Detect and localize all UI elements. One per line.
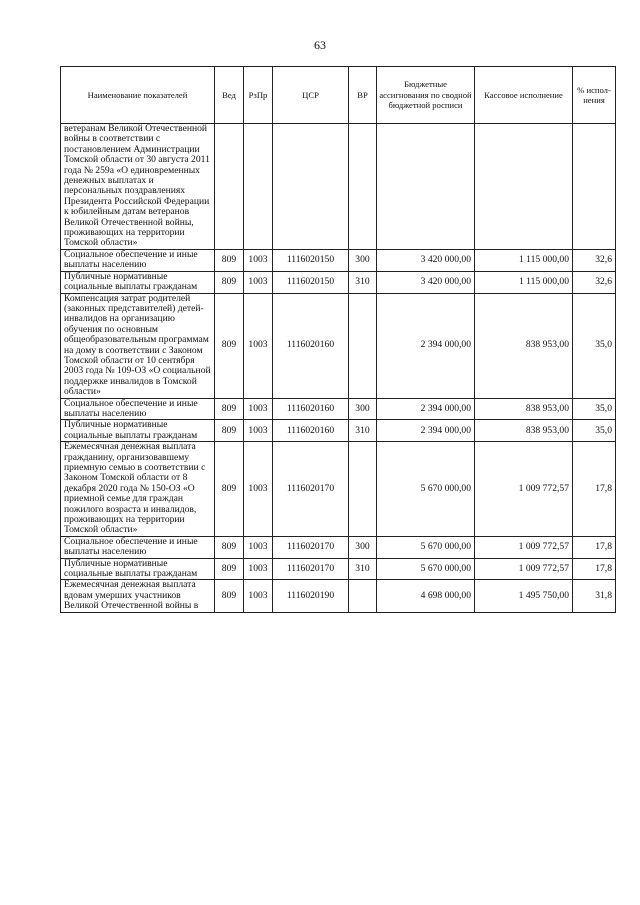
row-csr bbox=[273, 124, 349, 250]
row-percent: 35,0 bbox=[573, 398, 616, 420]
row-kassa: 1 009 772,57 bbox=[475, 536, 573, 558]
row-csr: 1116020150 bbox=[273, 249, 349, 271]
table-row bbox=[61, 293, 616, 398]
row-vr: 310 bbox=[349, 420, 377, 442]
table-row bbox=[61, 398, 616, 420]
table-header-row bbox=[61, 67, 616, 124]
row-budget bbox=[377, 124, 475, 250]
table-row bbox=[61, 580, 616, 612]
row-rzpr: 1003 bbox=[244, 442, 273, 537]
header-budget: Бюджетные ассигнования по сводной бюджетной росписи bbox=[377, 67, 475, 124]
row-budget: 3 420 000,00 bbox=[377, 249, 475, 271]
row-budget: 5 670 000,00 bbox=[377, 558, 475, 580]
row-percent: 17,8 bbox=[573, 536, 616, 558]
table-row bbox=[61, 124, 616, 250]
row-name: Ежемесячная денежная выплата вдовам умерших участников Великой Отечественной войны в bbox=[61, 580, 215, 612]
row-vr bbox=[349, 442, 377, 537]
row-budget: 5 670 000,00 bbox=[377, 536, 475, 558]
row-percent: 32,6 bbox=[573, 249, 616, 271]
row-ved: 809 bbox=[215, 293, 244, 398]
header-rzpr: РзПр bbox=[244, 67, 273, 124]
header-name: Наименование показателей bbox=[61, 67, 215, 124]
budget-table bbox=[60, 66, 616, 613]
row-csr: 1116020160 bbox=[273, 293, 349, 398]
row-budget: 2 394 000,00 bbox=[377, 293, 475, 398]
row-percent: 31,8 bbox=[573, 580, 616, 612]
row-rzpr: 1003 bbox=[244, 558, 273, 580]
row-csr: 1116020170 bbox=[273, 442, 349, 537]
row-ved: 809 bbox=[215, 271, 244, 293]
row-vr: 310 bbox=[349, 271, 377, 293]
row-rzpr: 1003 bbox=[244, 398, 273, 420]
row-ved: 809 bbox=[215, 249, 244, 271]
row-kassa: 838 953,00 bbox=[475, 293, 573, 398]
header-percent: % испол- нения bbox=[573, 67, 616, 124]
row-name: Публичные нормативные социальные выплаты гражданам bbox=[61, 271, 215, 293]
row-name: Компенсация затрат родителей (законных представителей) детей-инвалидов на организацию обучения по основным общеобразовательным программам на дому в соответствии с Законом Томской области от 10 сентября 2003 года № 109-ОЗ «О социальной поддержке инвалидов в Томской области» bbox=[61, 293, 215, 398]
row-kassa: 1 009 772,57 bbox=[475, 558, 573, 580]
page-number: 63 bbox=[314, 38, 326, 52]
row-kassa: 1 115 000,00 bbox=[475, 249, 573, 271]
row-budget: 4 698 000,00 bbox=[377, 580, 475, 612]
row-name: Социальное обеспечение и иные выплаты населению bbox=[61, 536, 215, 558]
header-csr: ЦСР bbox=[273, 67, 349, 124]
table-row bbox=[61, 536, 616, 558]
row-ved: 809 bbox=[215, 398, 244, 420]
row-percent: 17,8 bbox=[573, 558, 616, 580]
row-ved: 809 bbox=[215, 442, 244, 537]
row-kassa: 838 953,00 bbox=[475, 420, 573, 442]
header-vr: ВР bbox=[349, 67, 377, 124]
table-row bbox=[61, 558, 616, 580]
row-ved bbox=[215, 124, 244, 250]
row-csr: 1116020170 bbox=[273, 558, 349, 580]
row-csr: 1116020170 bbox=[273, 536, 349, 558]
row-csr: 1116020160 bbox=[273, 420, 349, 442]
table-row bbox=[61, 271, 616, 293]
row-name: Ежемесячная денежная выплата гражданину, организовавшему приемную семью в соответствии с Законом Томской области от 8 декабря 2020 года № 150-ОЗ «О приемной семье для граждан пожилого возраста и инвалидов, проживающих на территории Томской области» bbox=[61, 442, 215, 537]
row-percent: 35,0 bbox=[573, 420, 616, 442]
row-rzpr: 1003 bbox=[244, 271, 273, 293]
row-percent: 17,8 bbox=[573, 442, 616, 537]
row-rzpr: 1003 bbox=[244, 536, 273, 558]
row-vr: 310 bbox=[349, 558, 377, 580]
row-ved: 809 bbox=[215, 536, 244, 558]
row-kassa bbox=[475, 124, 573, 250]
row-vr bbox=[349, 293, 377, 398]
row-ved: 809 bbox=[215, 580, 244, 612]
table-row bbox=[61, 420, 616, 442]
row-budget: 2 394 000,00 bbox=[377, 420, 475, 442]
row-ved: 809 bbox=[215, 558, 244, 580]
row-rzpr: 1003 bbox=[244, 293, 273, 398]
row-csr: 1116020160 bbox=[273, 398, 349, 420]
row-name: Социальное обеспечение и иные выплаты населению bbox=[61, 398, 215, 420]
row-name: Публичные нормативные социальные выплаты гражданам bbox=[61, 558, 215, 580]
row-budget: 2 394 000,00 bbox=[377, 398, 475, 420]
table-row bbox=[61, 249, 616, 271]
row-csr: 1116020190 bbox=[273, 580, 349, 612]
row-vr bbox=[349, 580, 377, 612]
row-vr bbox=[349, 124, 377, 250]
row-vr: 300 bbox=[349, 398, 377, 420]
row-name: ветеранам Великой Отечественной войны в соответствии с постановлением Администрации Томской области от 30 августа 2011 года № 259а «О единовременных денежных выплатах и персональных поздравлениях Президента Российской Федерации к юбилейным датам ветеранов Великой Отечественной войны, проживающих на территории Томской области» bbox=[61, 124, 215, 250]
header-kassa: Кассовое исполнение bbox=[475, 67, 573, 124]
row-rzpr: 1003 bbox=[244, 580, 273, 612]
table-row bbox=[61, 442, 616, 537]
row-name: Публичные нормативные социальные выплаты гражданам bbox=[61, 420, 215, 442]
row-rzpr bbox=[244, 124, 273, 250]
row-vr: 300 bbox=[349, 249, 377, 271]
header-ved: Вед bbox=[215, 67, 244, 124]
row-vr: 300 bbox=[349, 536, 377, 558]
row-kassa: 1 495 750,00 bbox=[475, 580, 573, 612]
row-percent: 35,0 bbox=[573, 293, 616, 398]
row-rzpr: 1003 bbox=[244, 249, 273, 271]
row-kassa: 1 009 772,57 bbox=[475, 442, 573, 537]
row-name: Социальное обеспечение и иные выплаты населению bbox=[61, 249, 215, 271]
row-percent: 32,6 bbox=[573, 271, 616, 293]
row-kassa: 1 115 000,00 bbox=[475, 271, 573, 293]
row-kassa: 838 953,00 bbox=[475, 398, 573, 420]
row-percent bbox=[573, 124, 616, 250]
row-rzpr: 1003 bbox=[244, 420, 273, 442]
row-csr: 1116020150 bbox=[273, 271, 349, 293]
row-budget: 3 420 000,00 bbox=[377, 271, 475, 293]
row-ved: 809 bbox=[215, 420, 244, 442]
row-budget: 5 670 000,00 bbox=[377, 442, 475, 537]
